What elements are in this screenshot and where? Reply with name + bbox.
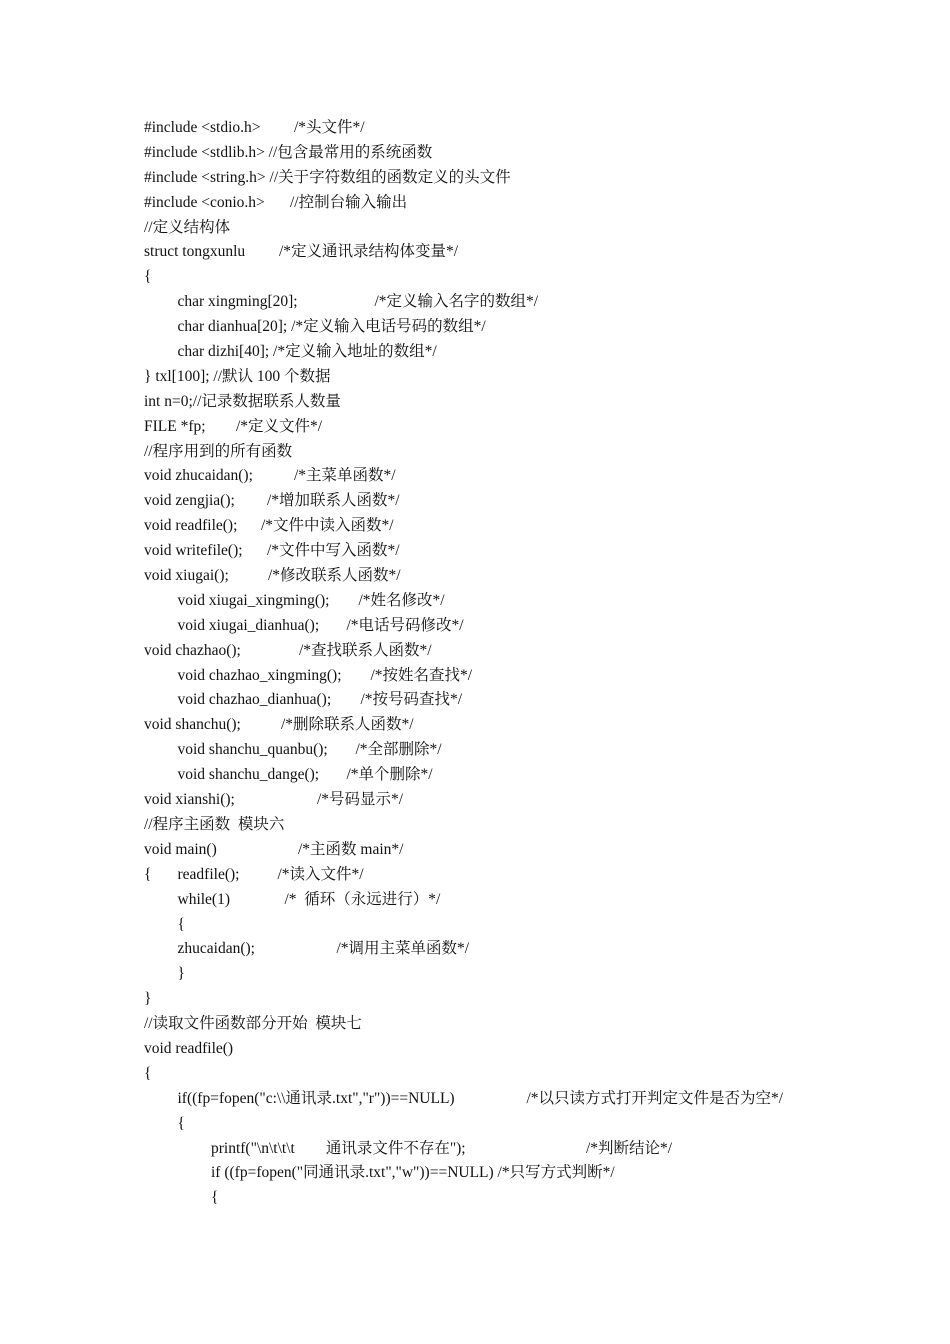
code-text: #include <string.h> //关于字符数组的函数定义的头文件: [144, 168, 511, 186]
code-comment: /*修改联系人函数*/: [268, 567, 401, 585]
code-line: [144, 141, 924, 166]
code-comment: /*增加联系人函数*/: [267, 492, 400, 510]
code-line: [144, 763, 924, 788]
code-line: [144, 937, 924, 962]
code-text: char xingming[20];: [177, 293, 298, 311]
code-line: [144, 688, 924, 713]
code-comment: /*头文件*/: [294, 119, 365, 136]
code-line: [144, 838, 924, 863]
code-text: } txl[100]; //默认 100 个数据: [144, 367, 331, 385]
code-text: void xiugai_xingming();: [177, 591, 330, 609]
code-comment: /*电话号码修改*/: [346, 616, 464, 634]
code-line: [144, 888, 924, 913]
code-comment: /*主函数 main*/: [298, 840, 404, 858]
code-text: void writefile();: [144, 542, 243, 560]
code-comment: /* 循环（永远进行）*/: [284, 890, 441, 908]
code-text: void chazhao_dianhua();: [177, 691, 332, 709]
code-comment: /*调用主菜单函数*/: [336, 940, 470, 958]
code-line: [144, 440, 924, 465]
code-comment: /*定义文件*/: [236, 417, 323, 435]
code-text: printf("\n\t\t\t 通讯录文件不存在");: [211, 1139, 466, 1157]
code-text: void main(): [144, 840, 217, 858]
code-line: [144, 738, 924, 763]
code-text: {: [144, 268, 152, 286]
code-comment: /*以只读方式打开判定文件是否为空*/: [526, 1089, 784, 1107]
code-text: void zengjia();: [144, 492, 235, 510]
code-text: {: [144, 1064, 152, 1082]
code-text: while(1): [177, 890, 231, 908]
code-line: [144, 539, 924, 564]
code-line: [144, 788, 924, 813]
code-text: char dizhi[40]; /*定义输入地址的数组*/: [177, 343, 437, 361]
code-text: void chazhao_xingming();: [177, 666, 342, 684]
code-comment: /*判断结论*/: [586, 1139, 673, 1157]
code-text: void xiugai_dianhua();: [177, 616, 320, 634]
code-line: [144, 589, 924, 614]
code-line: [144, 1112, 924, 1137]
code-text: char dianhua[20]; /*定义输入电话号码的数组*/: [177, 318, 486, 336]
code-text: if ((fp=fopen("同通讯录.txt","w"))==NULL) /*只写方式判断*/: [211, 1164, 615, 1182]
code-text: int n=0;//记录数据联系人数量: [144, 392, 341, 410]
code-line: [144, 415, 924, 440]
code-text: #include <stdlib.h> //包含最常用的系统函数: [144, 143, 433, 161]
code-line: [144, 1186, 924, 1211]
code-line: [144, 1062, 924, 1087]
code-text: readfile();: [177, 865, 240, 883]
code-text: void readfile();: [144, 517, 238, 535]
code-comment: /*文件中读入函数*/: [261, 517, 394, 535]
code-line: [144, 1161, 924, 1186]
code-text: void xianshi();: [144, 791, 235, 809]
code-line: [144, 290, 924, 315]
code-text: //程序主函数 模块六: [144, 815, 285, 833]
code-line: [144, 265, 924, 290]
code-comment: /*单个删除*/: [346, 766, 433, 784]
code-text: }: [177, 965, 185, 983]
code-line: [144, 489, 924, 514]
code-line: [144, 340, 924, 365]
code-text: #include <stdio.h>: [144, 119, 261, 136]
code-comment: /*定义输入名字的数组*/: [374, 293, 539, 311]
code-text: {: [177, 1114, 185, 1132]
code-line: [144, 664, 924, 689]
code-text: void chazhao();: [144, 641, 241, 659]
code-text: //读取文件函数部分开始 模块七: [144, 1015, 362, 1033]
code-line: [144, 863, 924, 888]
code-line: [144, 191, 924, 216]
code-text: void xiugai();: [144, 567, 229, 585]
code-line: [144, 913, 924, 938]
code-comment: /*全部删除*/: [355, 741, 442, 759]
code-comment: /*文件中写入函数*/: [267, 542, 400, 560]
code-comment: /*主菜单函数*/: [294, 467, 396, 485]
code-comment: /*删除联系人函数*/: [281, 716, 414, 734]
code-text: void shanchu_quanbu();: [177, 741, 328, 759]
source-code-listing: [144, 116, 924, 1211]
code-text: #include <conio.h>: [144, 193, 265, 211]
code-comment: /*查找联系人函数*/: [299, 641, 432, 659]
code-text: if((fp=fopen("c:\\通讯录.txt","r"))==NULL): [177, 1089, 455, 1107]
code-line: [144, 813, 924, 838]
code-text: void readfile(): [144, 1039, 234, 1057]
code-line: [144, 564, 924, 589]
code-line: [144, 987, 924, 1012]
code-line: [144, 639, 924, 664]
code-text: FILE *fp;: [144, 417, 206, 435]
code-comment: /*号码显示*/: [317, 791, 404, 809]
code-text: void shanchu();: [144, 716, 241, 734]
code-text: void zhucaidan();: [144, 467, 253, 485]
code-line: [144, 962, 924, 987]
code-line: [144, 315, 924, 340]
code-comment: /*读入文件*/: [277, 865, 364, 883]
code-text: void shanchu_dange();: [177, 766, 320, 784]
code-text: {: [144, 865, 152, 883]
code-line: [144, 240, 924, 265]
code-text: {: [177, 915, 185, 933]
code-comment: /*姓名修改*/: [358, 591, 445, 609]
code-text: {: [211, 1189, 219, 1207]
code-line: [144, 1037, 924, 1062]
code-text: //程序用到的所有函数: [144, 442, 293, 460]
code-line: [144, 614, 924, 639]
code-line: [144, 1087, 924, 1112]
code-comment: /*定义通讯录结构体变量*/: [279, 243, 459, 261]
code-line: [144, 1012, 924, 1037]
code-comment: /*按号码查找*/: [360, 691, 463, 709]
code-comment: //控制台输入输出: [290, 193, 408, 211]
code-line: [144, 713, 924, 738]
code-text: }: [144, 990, 152, 1008]
code-text: //定义结构体: [144, 218, 231, 236]
code-line: [144, 464, 924, 489]
code-line: [144, 166, 924, 191]
code-comment: /*按姓名查找*/: [370, 666, 473, 684]
code-line: [144, 1137, 924, 1162]
code-line: [144, 365, 924, 390]
code-text: zhucaidan();: [177, 940, 255, 958]
code-line: [144, 390, 924, 415]
code-line: [144, 216, 924, 241]
code-line: [144, 514, 924, 539]
code-line: [144, 116, 924, 141]
code-text: struct tongxunlu: [144, 243, 246, 261]
